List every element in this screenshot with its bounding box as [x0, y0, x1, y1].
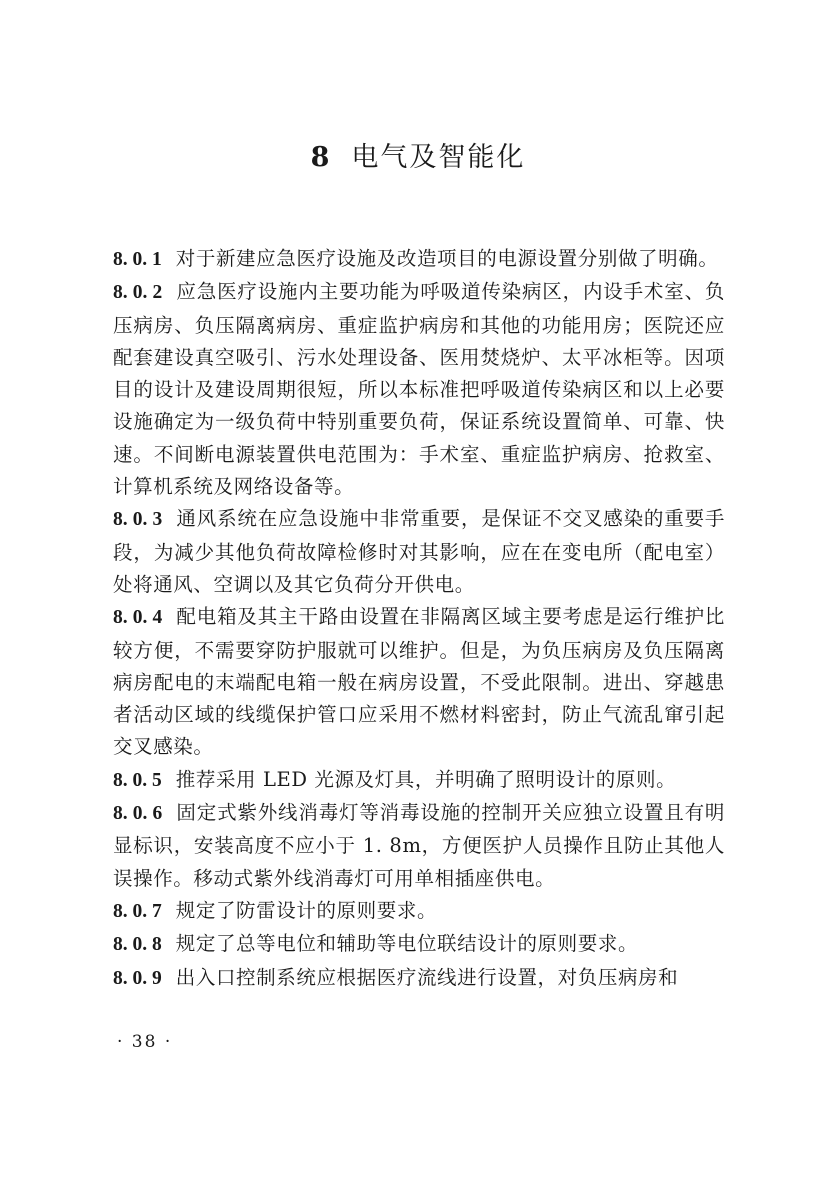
clause-8-0-7 [113, 895, 725, 928]
clause-text: 应急医疗设施内主要功能为呼吸道传染病区，内设手术室、负压病房、负压隔离病房、重症监护病房和其他的功能用房；医院还应配套建设真空吸引、污水处理设备、医用焚烧炉、太平冰柜等。因项目的设计及建设周期很短，所以本标准把呼吸道传染病区和以上必要设施确定为一级负荷中特别重要负荷，保证系统设置简单、可靠、快速。不间断电源装置供电范围为：手术室、重症监护病房、抢救室、计算机系统及网络设备等。 [113, 280, 725, 499]
clause-number: 8. 0. 6 [113, 803, 163, 825]
clause-8-0-2 [113, 276, 725, 503]
clause-number: 8. 0. 1 [113, 249, 162, 270]
clause-text: 出入口控制系统应根据医疗流线进行设置，对负压病房和 [175, 965, 679, 989]
chapter-number: 8 [310, 142, 332, 173]
clause-number: 8. 0. 5 [113, 769, 162, 791]
clause-8-0-6 [113, 797, 725, 895]
clause-8-0-8 [113, 928, 725, 961]
clause-text: 通风系统在应急设施中非常重要，是保证不交叉感染的重要手段，为减少其他负荷故障检修时对其影响，应在在变电所（配电室）处将通风、空调以及其它负荷分开供电。 [113, 507, 725, 596]
chapter-title [0, 138, 836, 178]
clause-number: 8. 0. 2 [113, 282, 163, 304]
clause-number: 8. 0. 4 [113, 607, 163, 629]
clause-number: 8. 0. 3 [113, 509, 163, 531]
clause-number: 8. 0. 9 [113, 967, 162, 989]
clause-text: 固定式紫外线消毒灯等消毒设施的控制开关应独立设置且有明显标识，安装高度不应小于 1. 8m，方便医护人员操作且防止其他人误操作。移动式紫外线消毒灯可用单相插座供电。 [113, 801, 725, 890]
clause-8-0-4 [113, 601, 725, 763]
clause-text: 对于新建应急医疗设施及改造项目的电源设置分别做了明确。 [175, 247, 719, 270]
clause-text: 规定了防雷设计的原则要求。 [175, 898, 438, 922]
page-number: · 38 · [117, 1032, 173, 1052]
chapter-heading-text: 电气及智能化 [351, 142, 526, 173]
clause-8-0-3 [113, 503, 725, 601]
clause-text: 推荐采用 LED 光源及灯具，并明确了照明设计的原则。 [175, 767, 677, 791]
clause-list [113, 243, 725, 995]
clause-8-0-1 [113, 243, 725, 276]
clause-8-0-9 [113, 962, 725, 995]
clause-number: 8. 0. 8 [113, 934, 162, 956]
clause-8-0-5 [113, 764, 725, 797]
clause-number: 8. 0. 7 [113, 900, 162, 922]
clause-text: 配电箱及其主干路由设置在非隔离区域主要考虑是运行维护比较方便，不需要穿防护服就可以维护。但是，为负压病房及负压隔离病房配电的末端配电箱一般在病房设置，不受此限制。进出、穿越患者活动区域的线缆保护管口应采用不燃材料密封，防止气流乱窜引起交叉感染。 [113, 605, 725, 759]
clause-text: 规定了总等电位和辅助等电位联结设计的原则要求。 [175, 932, 639, 956]
